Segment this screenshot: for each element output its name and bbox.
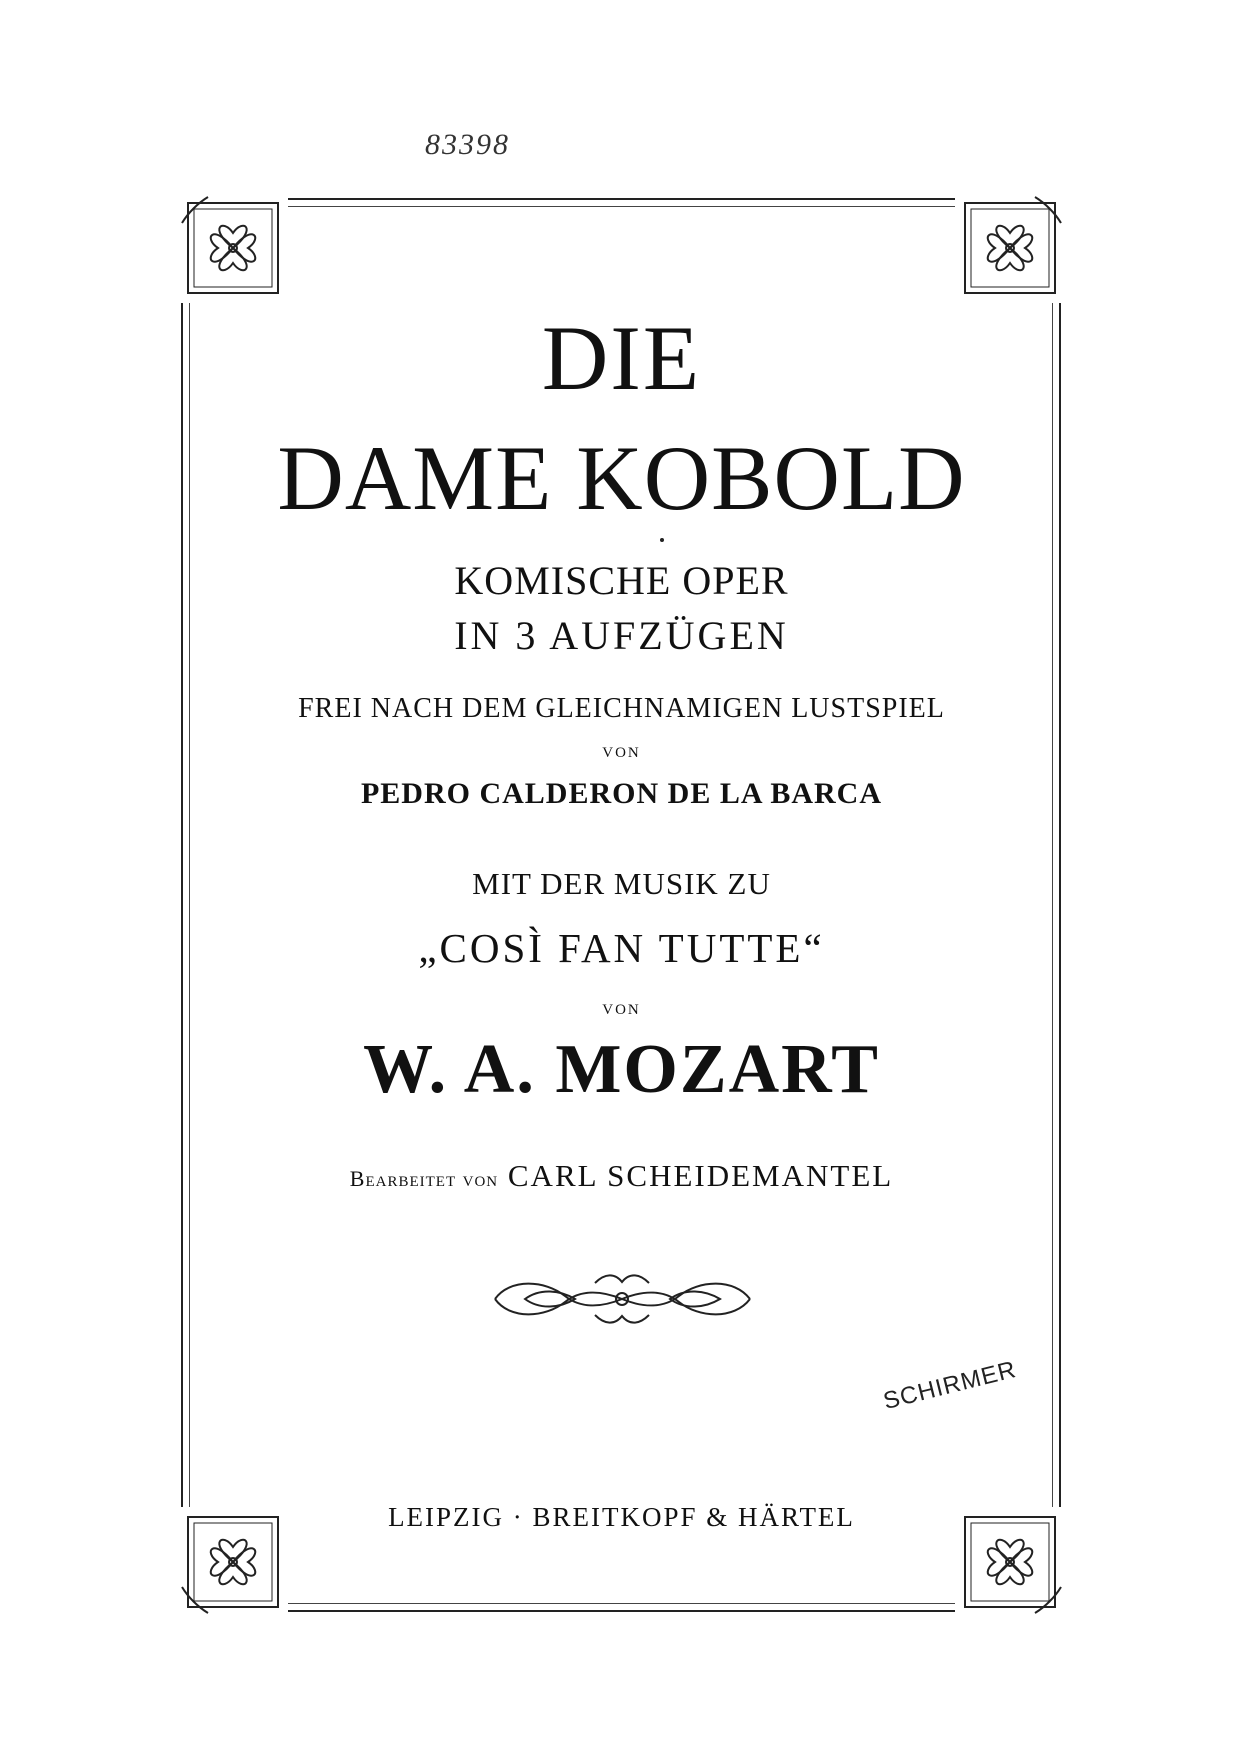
playwright-name: PEDRO CALDERON DE LA BARCA bbox=[360, 777, 883, 810]
von-label-2: VON bbox=[602, 1002, 641, 1018]
von-label-1: VON bbox=[602, 745, 641, 761]
arranger-line bbox=[0, 1158, 1243, 1194]
title-separator-dot bbox=[660, 538, 664, 542]
library-stamp: SCHIRMER bbox=[880, 1355, 1020, 1416]
title-line-1: DIE bbox=[541, 307, 702, 409]
corner-ornament-top-left bbox=[178, 193, 288, 303]
source-note: FREI NACH DEM GLEICHNAMIGEN LUSTSPIEL bbox=[298, 693, 945, 724]
subtitle-line-1: KOMISCHE OPER bbox=[454, 558, 789, 603]
catalog-number: 83398 bbox=[425, 128, 510, 161]
title-line-2: DAME KOBOLD bbox=[277, 427, 966, 529]
corner-ornament-top-right bbox=[955, 193, 1065, 303]
subtitle-line-2: IN 3 AUFZÜGEN bbox=[454, 613, 789, 658]
publisher-line: LEIPZIG · BREITKOPF & HÄRTEL bbox=[388, 1502, 855, 1532]
composer-name: W. A. MOZART bbox=[363, 1031, 880, 1108]
arranged-label: Bearbeitet von bbox=[349, 1166, 499, 1191]
decorative-ornament bbox=[485, 1268, 760, 1330]
music-work-title: „COSÌ FAN TUTTE“ bbox=[418, 925, 825, 971]
music-note: MIT DER MUSIK ZU bbox=[472, 866, 771, 901]
arranger-name: CARL SCHEIDEMANTEL bbox=[507, 1158, 894, 1193]
